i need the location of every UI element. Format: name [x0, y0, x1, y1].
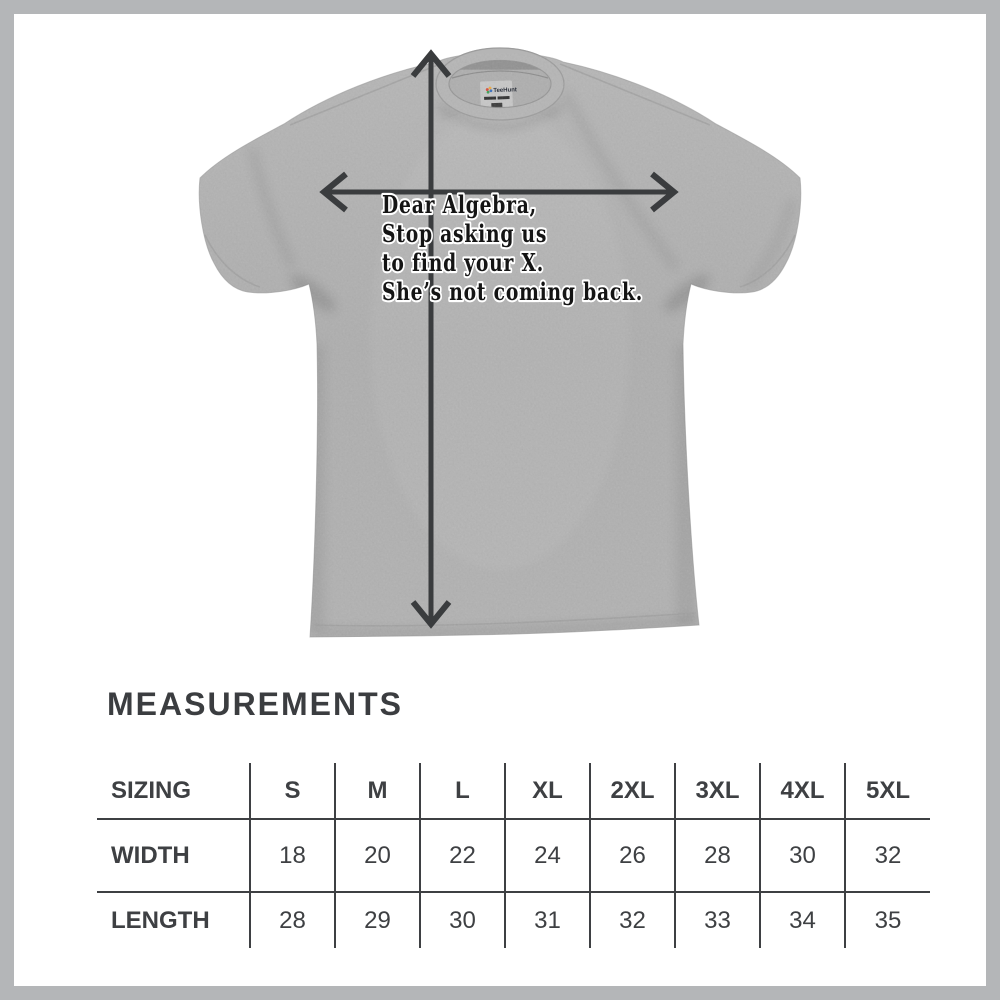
design-line-3: to find your X. [382, 249, 545, 278]
length-value: 33 [675, 892, 760, 948]
size-col-3xl: 3XL [675, 763, 760, 819]
tshirt [199, 48, 801, 637]
width-value: 32 [845, 819, 930, 892]
size-col-2xl: 2XL [590, 763, 675, 819]
width-value: 30 [760, 819, 845, 892]
heather-texture [199, 53, 801, 637]
width-value: 18 [250, 819, 335, 892]
length-value: 28 [250, 892, 335, 948]
length-row-label: LENGTH [97, 892, 250, 948]
length-value: 32 [590, 892, 675, 948]
sizing-header: SIZING [111, 776, 192, 804]
size-table [97, 763, 930, 948]
size-col-4xl: 4XL [760, 763, 845, 819]
length-row [97, 892, 930, 948]
size-col-l: L [420, 763, 505, 819]
width-row [97, 819, 930, 892]
width-row-label: WIDTH [97, 819, 250, 892]
size-col-s: S [250, 763, 335, 819]
length-value: 34 [760, 892, 845, 948]
design-line-4: She’s not coming back. [382, 278, 644, 307]
length-value: 30 [420, 892, 505, 948]
width-value: 24 [505, 819, 590, 892]
width-value: 22 [420, 819, 505, 892]
width-value: 20 [335, 819, 420, 892]
design-line-2: Stop asking us [382, 220, 548, 249]
page-title: MEASUREMENTS [107, 686, 404, 722]
length-value: 31 [505, 892, 590, 948]
width-value: 26 [590, 819, 675, 892]
length-value: 35 [845, 892, 930, 948]
width-value: 28 [675, 819, 760, 892]
length-value: 29 [335, 892, 420, 948]
size-col-5xl: 5XL [845, 763, 930, 819]
design-line-1: Dear Algebra, [382, 191, 537, 220]
size-col-xl: XL [505, 763, 590, 819]
size-col-m: M [335, 763, 420, 819]
size-table-header-row [97, 763, 930, 819]
